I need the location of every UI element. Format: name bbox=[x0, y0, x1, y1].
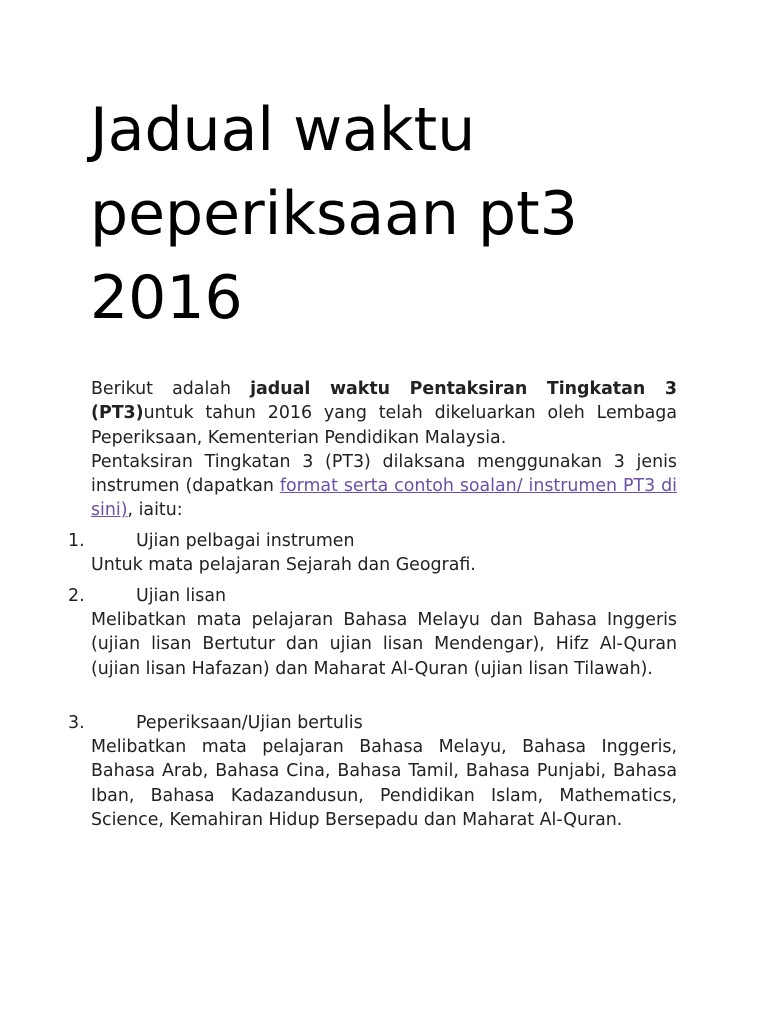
list-description: Melibatkan mata pelajaran Bahasa Melayu dan Bahasa Inggeris (ujian lisan Bertutur dan ujian lisan Mendengar), Hifz Al-Quran (ujian lisan Hafazan) dan Maharat Al-Quran (ujian lisan Tilawah). bbox=[91, 610, 677, 679]
intro-paragraph bbox=[91, 377, 677, 523]
page-title: Jadual waktu peperiksaan pt3 2016 bbox=[90, 95, 578, 333]
format-soalan-link[interactable]: format serta contoh soalan/ instrumen PT3 di sini) bbox=[91, 476, 677, 521]
list-description: Melibatkan mata pelajaran Bahasa Melayu, Bahasa Inggeris, Bahasa Arab, Bahasa Cina, Bahasa Tamil, Bahasa Punjabi, Bahasa Iban, Bahasa Kadazandusun, Pendidikan Islam, Mathematics, Science, Kemahiran Hidup Bersepadu dan Maharat Al-Quran. bbox=[91, 737, 677, 830]
intro-rest: untuk tahun 2016 yang telah dikeluarkan oleh Lembaga Peperiksaan, Kementerian Pendidikan Malaysia. bbox=[91, 403, 677, 448]
list-number: 3. bbox=[68, 713, 85, 733]
list-number: 1. bbox=[68, 531, 85, 551]
list-number: 2. bbox=[68, 586, 85, 606]
intro-line2-lead: Pentaksiran Tingkatan 3 (PT3) dilaksana menggunakan 3 jenis instrumen (dapatkan bbox=[91, 451, 677, 497]
intro-line2-tail: , iaitu: bbox=[127, 500, 183, 521]
list-heading: Peperiksaan/Ujian bertulis bbox=[136, 713, 363, 733]
intro-bold: jadual waktu Pentaksiran Tingkatan 3 (PT3) bbox=[91, 379, 677, 424]
intro-lead: Berikut adalah bbox=[91, 379, 251, 399]
list-heading: Ujian pelbagai instrumen bbox=[136, 531, 355, 551]
list-description: Untuk mata pelajaran Sejarah dan Geografi. bbox=[91, 555, 476, 575]
list-heading: Ujian lisan bbox=[136, 586, 227, 606]
